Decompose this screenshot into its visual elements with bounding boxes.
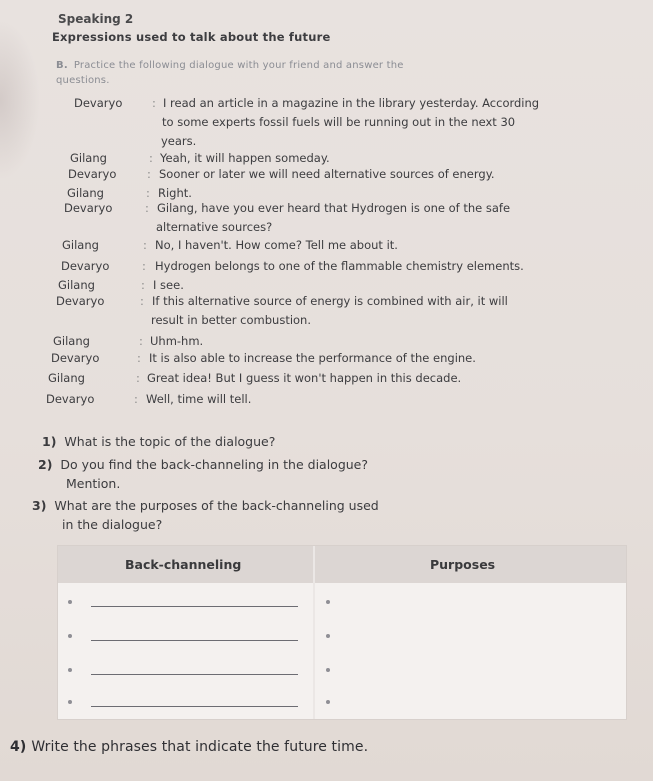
question-number: 3) [32, 498, 47, 513]
dialogue-text: I read an article in a magazine in the library yesterday. According [163, 96, 540, 110]
speaker-name: Devaryo [64, 201, 113, 215]
dialogue-text: It is also able to increase the performance of the engine. [149, 351, 476, 365]
dialogue-text: No, I haven't. How come? Tell me about it. [155, 238, 398, 252]
bullet-icon [68, 634, 72, 638]
speaker-name: Gilang [67, 186, 104, 200]
speaker-separator: : [141, 278, 145, 292]
question-4-number: 4) [10, 739, 27, 755]
speaker-separator: : [134, 392, 138, 406]
speaker-separator: : [146, 186, 150, 200]
question-number: 1) [42, 434, 57, 449]
answer-blank-line[interactable] [91, 674, 298, 675]
bullet-icon [326, 668, 330, 672]
answer-blank-line[interactable] [91, 640, 298, 641]
answer-blank-line[interactable] [91, 706, 298, 707]
table-divider [313, 546, 315, 719]
question-4-text: Write the phrases that indicate the future time. [31, 739, 369, 755]
dialogue-text: Sooner or later we will need alternative sources of energy. [159, 167, 495, 181]
page-edge-shadow [0, 20, 40, 180]
speaker-separator: : [145, 201, 149, 215]
dialogue-text: Gilang, have you ever heard that Hydrogen is one of the safe [157, 201, 511, 215]
speaker-separator: : [136, 371, 140, 385]
section-heading: Expressions used to talk about the future [52, 30, 331, 44]
question-text: Do you find the back-channeling in the dialogue? [60, 457, 369, 472]
speaker-name: Devaryo [68, 167, 117, 181]
speaker-name: Devaryo [74, 96, 123, 110]
speaker-separator: : [147, 167, 151, 181]
instruction-text: Practice the following dialogue with your friend and answer the questions. [56, 60, 404, 86]
speaker-name: Devaryo [61, 259, 110, 273]
question-item [38, 455, 368, 474]
speaker-name: Devaryo [51, 351, 100, 365]
dialogue-text: alternative sources? [156, 220, 273, 234]
dialogue-text: Yeah, it will happen someday. [160, 151, 330, 165]
bullet-icon [326, 600, 330, 604]
speaker-name: Gilang [58, 278, 95, 292]
dialogue-text: Hydrogen belongs to one of the flammable chemistry elements. [155, 259, 524, 273]
question-4 [10, 739, 368, 755]
instruction [56, 58, 436, 88]
speaker-name: Devaryo [56, 294, 105, 308]
bullet-icon [326, 634, 330, 638]
question-item [32, 496, 379, 515]
bullet-icon [326, 700, 330, 704]
back-channeling-table [57, 545, 627, 720]
question-text: What are the purposes of the back-channeling used [54, 498, 379, 513]
dialogue-text: I see. [153, 278, 184, 292]
dialogue-text: Great idea! But I guess it won't happen in this decade. [147, 371, 462, 385]
table-header-back-channeling: Back-channeling [125, 557, 242, 572]
question-text: What is the topic of the dialogue? [64, 434, 276, 449]
bullet-icon [68, 700, 72, 704]
dialogue-text: years. [161, 134, 197, 148]
speaker-separator: : [149, 151, 153, 165]
section-label: Speaking 2 [58, 12, 134, 26]
dialogue-text: Well, time will tell. [146, 392, 252, 406]
speaker-name: Gilang [48, 371, 85, 385]
answer-blank-line[interactable] [91, 606, 298, 607]
instruction-letter: B. [56, 60, 68, 71]
speaker-separator: : [142, 259, 146, 273]
table-header-purposes: Purposes [430, 557, 496, 572]
dialogue-text: If this alternative source of energy is combined with air, it will [152, 294, 508, 308]
question-text-continued: Mention. [66, 476, 121, 491]
speaker-name: Gilang [70, 151, 107, 165]
question-item [42, 432, 275, 451]
dialogue-text: result in better combustion. [151, 313, 312, 327]
bullet-icon [68, 600, 72, 604]
speaker-separator: : [143, 238, 147, 252]
speaker-name: Gilang [62, 238, 99, 252]
question-text-continued: in the dialogue? [62, 517, 163, 532]
speaker-separator: : [140, 294, 144, 308]
speaker-separator: : [152, 96, 156, 110]
speaker-name: Gilang [53, 334, 90, 348]
question-number: 2) [38, 457, 53, 472]
speaker-separator: : [137, 351, 141, 365]
bullet-icon [68, 668, 72, 672]
dialogue-text: Uhm-hm. [150, 334, 204, 348]
dialogue-text: to some experts fossil fuels will be running out in the next 30 [162, 115, 516, 129]
speaker-name: Devaryo [46, 392, 95, 406]
dialogue-text: Right. [158, 186, 192, 200]
speaker-separator: : [139, 334, 143, 348]
